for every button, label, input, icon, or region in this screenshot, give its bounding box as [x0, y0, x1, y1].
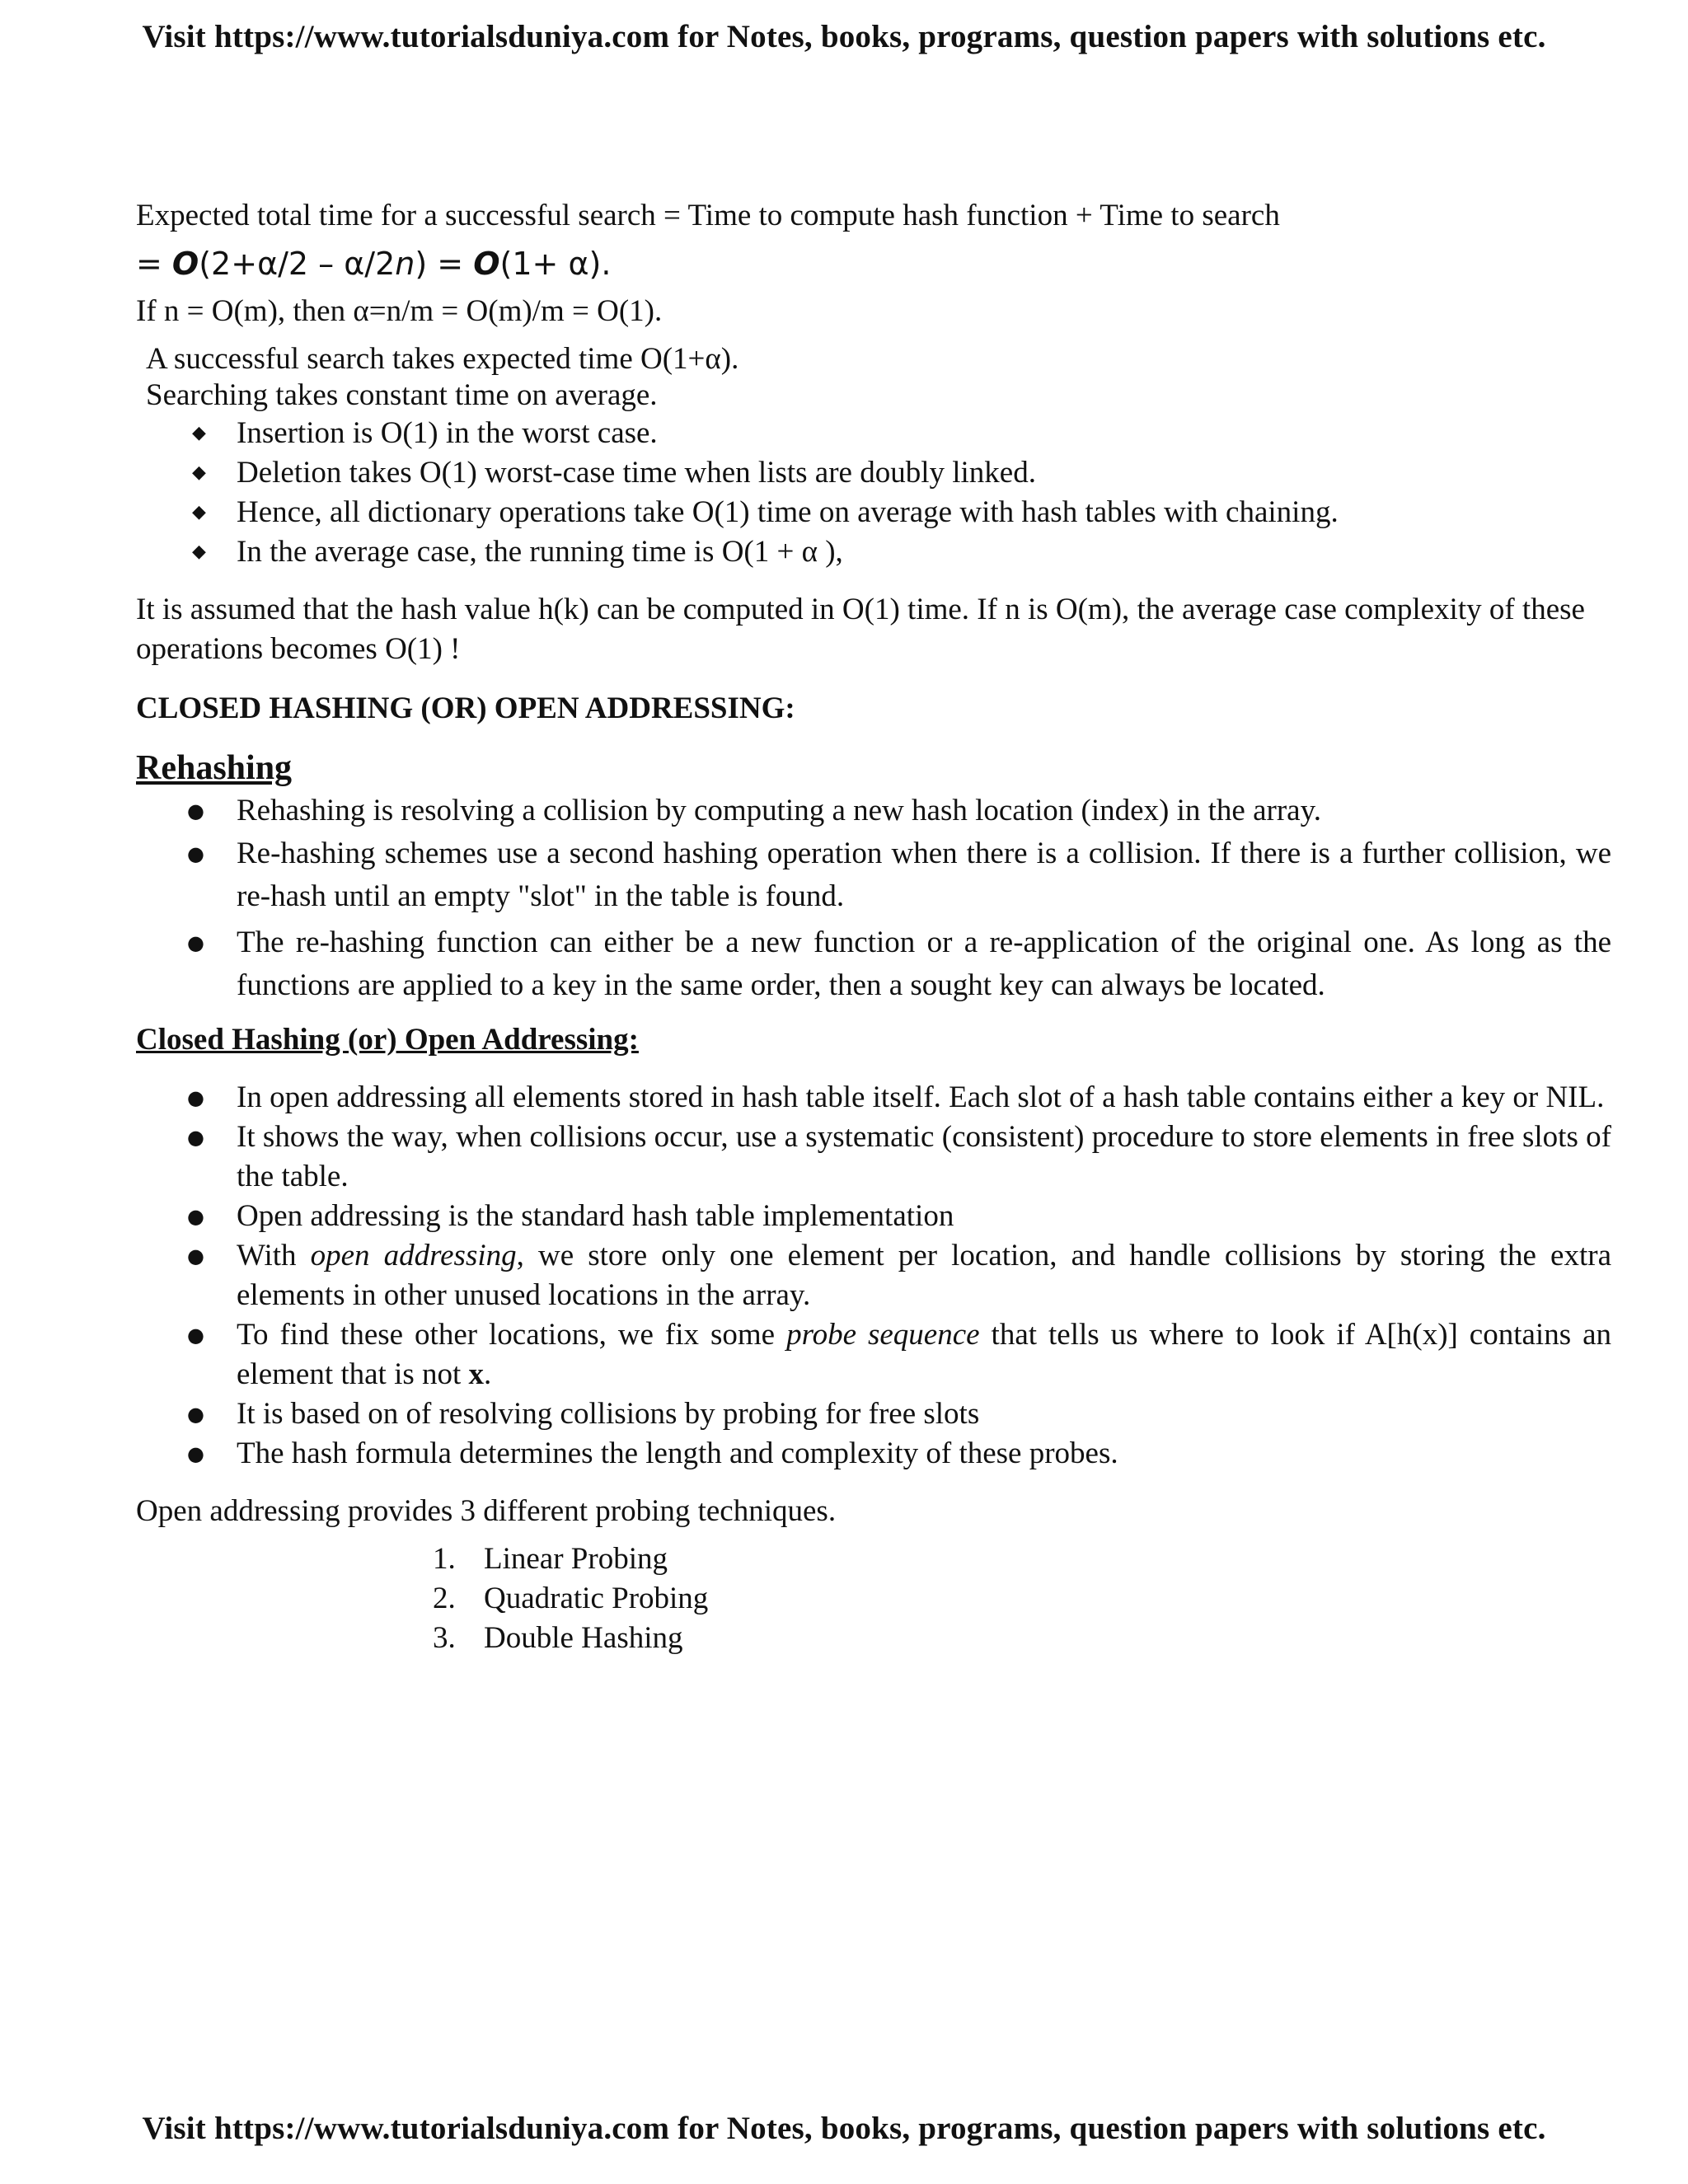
- text-run: .: [484, 1357, 492, 1391]
- section-heading: CLOSED HASHING (OR) OPEN ADDRESSING:: [136, 691, 795, 725]
- open-addressing-bullet-list: [136, 1078, 1611, 1474]
- list-item: [433, 1619, 1611, 1658]
- list-item: ● The re-hashing function can either be a new function or a re-application of the original one. As long as the functions are applied to a key in the same order, then a sought key can always be located.: [136, 921, 1611, 1007]
- list-item: [136, 1236, 1611, 1315]
- list-item: ● It is based on of resolving collisions by probing for free slots: [136, 1394, 1611, 1434]
- list-number: 1.: [433, 1542, 456, 1576]
- complexity-formula: [136, 244, 1611, 284]
- emphasis-text: probe sequence: [786, 1318, 980, 1352]
- text-run: , we store only one element per location, and handle collisions by storing the extra elements in other unused locations in the array.: [237, 1239, 1611, 1312]
- formula-eq: =: [136, 246, 172, 282]
- list-label: Quadratic Probing: [484, 1582, 709, 1615]
- list-label: Linear Probing: [484, 1542, 668, 1576]
- list-item: [433, 1540, 1611, 1579]
- footer-banner: Visit https://www.tutorialsduniya.com for Notes, books, programs, question papers with solutions etc.: [142, 2111, 1546, 2146]
- formula-n: n: [395, 246, 415, 282]
- constant-time-line: Searching takes constant time on average.: [146, 378, 658, 412]
- list-number: 3.: [433, 1621, 456, 1655]
- open-addressing-title: Closed Hashing (or) Open Addressing:: [136, 1023, 639, 1057]
- text-run: With: [237, 1239, 311, 1272]
- header-banner: Visit https://www.tutorialsduniya.com for Notes, books, programs, question papers with solutions etc.: [142, 19, 1546, 54]
- list-item: ◆ Deletion takes O(1) worst-case time when lists are doubly linked.: [136, 453, 1611, 493]
- formula-big-o: O: [171, 246, 199, 282]
- formula-mid: (2+α/2 – α/2: [199, 246, 396, 282]
- list-item: ● In open addressing all elements stored in hash table itself. Each slot of a hash table contains either a key or NIL.: [136, 1078, 1611, 1118]
- text-run: To find these other locations, we fix some: [237, 1318, 787, 1352]
- load-factor-line: If n = O(m), then α=n/m = O(m)/m = O(1).: [136, 294, 663, 328]
- expected-time-line: Expected total time for a successful search = Time to compute hash function + Time to search: [136, 199, 1280, 232]
- list-item: ● The hash formula determines the length and complexity of these probes.: [136, 1434, 1611, 1474]
- chaining-bullet-list: [136, 414, 1611, 572]
- list-item: ◆ Hence, all dictionary operations take O(1) time on average with hash tables with chaining.: [136, 493, 1611, 532]
- list-label: Double Hashing: [484, 1621, 683, 1655]
- emphasis-text: open addressing: [310, 1239, 517, 1272]
- list-number: 2.: [433, 1582, 456, 1615]
- successful-search-line: A successful search takes expected time O(1+α).: [146, 342, 739, 376]
- formula-end: (1+ α).: [499, 246, 612, 282]
- list-item: [136, 1315, 1611, 1394]
- page-content: [136, 196, 1611, 1658]
- formula-big-o-2: O: [473, 246, 500, 282]
- list-item: ◆ In the average case, the running time is O(1 + α ),: [136, 532, 1611, 572]
- assumption-paragraph: It is assumed that the hash value h(k) can be computed in O(1) time. If n is O(m), the average case complexity of these operations becomes O(1) !: [136, 593, 1585, 666]
- list-item: ● Re-hashing schemes use a second hashing operation when there is a collision. If there is a further collision, we re-hash until an empty "slot" in the table is found.: [136, 832, 1611, 918]
- list-item: ● It shows the way, when collisions occur, use a systematic (consistent) procedure to store elements in free slots of the table.: [136, 1118, 1611, 1197]
- formula-mid2: ) =: [415, 246, 474, 282]
- list-item: [433, 1579, 1611, 1619]
- rehashing-title: Rehashing: [136, 749, 293, 787]
- text-run: that tells us where to look if A[h(x)] contains an element that is not: [237, 1318, 1612, 1391]
- list-item: ● Open addressing is the standard hash table implementation: [136, 1197, 1611, 1236]
- probing-techniques-list: [136, 1540, 1611, 1658]
- bold-text: x: [468, 1357, 485, 1391]
- probing-intro: Open addressing provides 3 different probing techniques.: [136, 1494, 837, 1528]
- list-item: ◆ Insertion is O(1) in the worst case.: [136, 414, 1611, 453]
- rehashing-bullet-list: [136, 790, 1611, 1007]
- list-item: ● Rehashing is resolving a collision by computing a new hash location (index) in the array.: [136, 790, 1611, 832]
